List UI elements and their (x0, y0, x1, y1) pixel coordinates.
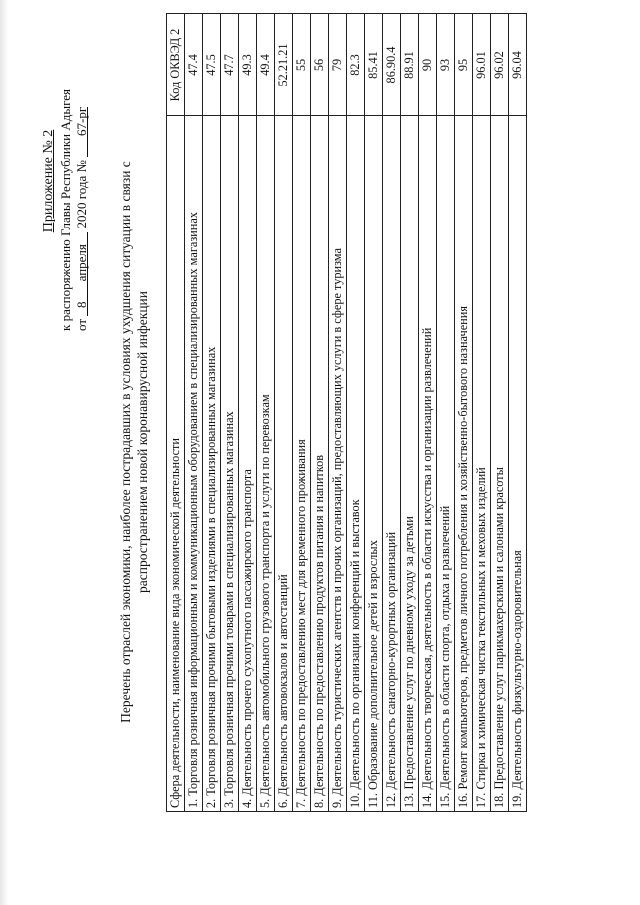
okved-code: 88.91 (401, 14, 419, 116)
activity-name: 13. Предоставление услуг по дневному уходу за детьми (401, 116, 419, 812)
table-row (401, 14, 419, 812)
table-row (203, 14, 221, 812)
document-heading (117, 77, 151, 807)
activity-name: 5. Деятельность автомобильного грузового транспорта и услуги по перевозкам (257, 116, 275, 812)
okved-code: 96.01 (473, 14, 491, 116)
from-label: от (74, 318, 89, 331)
activity-name: 7. Деятельность по предоставлению мест для временного проживания (293, 116, 311, 812)
table-row (509, 14, 527, 812)
table-header-row (167, 14, 185, 812)
okved-code: 95 (455, 14, 473, 116)
activity-name: 14. Деятельность творческая, деятельность в области искусства и организации развлечений (419, 116, 437, 812)
okved-code: 86.90.4 (383, 14, 401, 116)
appendix-title: Приложение № 2 (41, 129, 56, 233)
table-row (437, 14, 455, 812)
okved-code: 47.4 (185, 14, 203, 116)
activity-name: 17. Стирка и химическая чистка текстильных и меховых изделий (473, 116, 491, 812)
activity-name: 1. Торговля розничная информационным и коммуникационным оборудованием в специализированных магазинах (185, 116, 203, 812)
activity-name: 11. Образование дополнительное детей и взрослых (365, 116, 383, 812)
table-row (329, 14, 347, 812)
appendix-date-line (74, 31, 91, 331)
decree-day: 8 (74, 294, 88, 316)
activity-name: 9. Деятельность туристических агентств и прочих организаций, предоставляющих услуги в сфере туризма (329, 116, 347, 812)
table-row (239, 14, 257, 812)
activity-name: 4. Деятельность прочего сухопутного пассажирского транспорта (239, 116, 257, 812)
activity-name: 12. Деятельность санаторно-курортных организаций (383, 116, 401, 812)
activity-name: 15. Деятельность в области спорта, отдыха и развлечений (437, 116, 455, 812)
okved-code: 82.3 (347, 14, 365, 116)
table-row (419, 14, 437, 812)
table-row (185, 14, 203, 812)
table-row (311, 14, 329, 812)
table-row (491, 14, 509, 812)
okved-code: 79 (329, 14, 347, 116)
decree-number: 67-рг (74, 107, 88, 157)
table-row (455, 14, 473, 812)
okved-code: 55 (293, 14, 311, 116)
header-activity: Сфера деятельности, наименование вида экономической деятельности (167, 116, 185, 812)
okved-code: 47.7 (221, 14, 239, 116)
table-row (473, 14, 491, 812)
activity-name: 6. Деятельность автовокзалов и автостанций (275, 116, 293, 812)
activity-name: 10. Деятельность по организации конференций и выставок (347, 116, 365, 812)
activity-name: 19. Деятельность физкультурно-оздоровительная (509, 116, 527, 812)
header-okved-code: Код ОКВЭД 2 (167, 14, 185, 116)
activity-name: 16. Ремонт компьютеров, предметов личного потребления и хозяйственно-бытового назначения (455, 116, 473, 812)
table-row (347, 14, 365, 812)
okved-code: 52.21.21 (275, 14, 293, 116)
table-row (383, 14, 401, 812)
activity-name: 8. Деятельность по предоставлению продуктов питания и напитков (311, 116, 329, 812)
okved-code: 96.02 (491, 14, 509, 116)
activity-name: 2. Торговля розничная прочими бытовыми изделиями в специализированных магазинах (203, 116, 221, 812)
okved-code: 49.3 (239, 14, 257, 116)
table-row (293, 14, 311, 812)
appendix-block (41, 31, 91, 331)
decree-year: 2020 года № (74, 160, 89, 229)
appendix-decree-line: к распоряжению Главы Республики Адыгея (57, 88, 73, 331)
okved-code: 90 (419, 14, 437, 116)
industries-table (166, 13, 527, 812)
okved-code: 85.41 (365, 14, 383, 116)
okved-code: 49.4 (257, 14, 275, 116)
okved-code: 93 (437, 14, 455, 116)
table-row (365, 14, 383, 812)
okved-code: 56 (311, 14, 329, 116)
activity-name: 3. Торговля розничная прочими товарами в специализированных магазинах (221, 116, 239, 812)
heading-line-1: Перечень отраслей экономики, наиболее пострадавших в условиях ухудшения ситуации в связи с (118, 161, 133, 723)
activity-name: 18. Предоставление услуг парикмахерскими и салонами красоты (491, 116, 509, 812)
decree-month: апреля (74, 232, 88, 294)
table-row (221, 14, 239, 812)
heading-line-2: распространением новой коронавирусной инфекции (135, 290, 150, 594)
okved-code: 96.04 (509, 14, 527, 116)
okved-code: 47.5 (203, 14, 221, 116)
table-row (275, 14, 293, 812)
table-row (257, 14, 275, 812)
